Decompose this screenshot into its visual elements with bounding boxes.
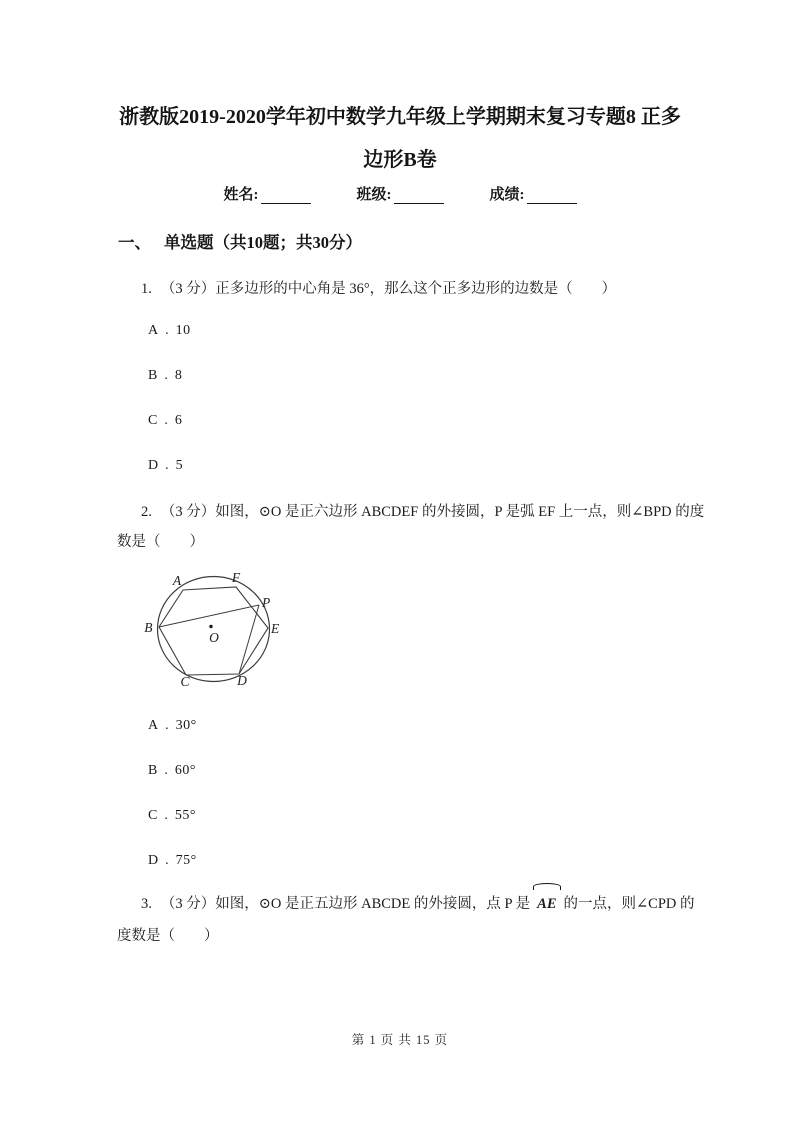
point-label-p: P	[262, 595, 271, 610]
option-letter: B	[148, 368, 158, 383]
vertex-label-f: F	[231, 570, 241, 585]
score-label: 成绩:	[489, 187, 525, 203]
vertex-label-d: D	[237, 673, 247, 688]
hexagon-circle-diagram	[140, 562, 290, 698]
option-letter: B	[148, 763, 158, 778]
segment-bp	[159, 605, 259, 627]
score-blank-line	[527, 188, 577, 204]
option-separator: .	[164, 763, 168, 778]
option-letter: D	[148, 853, 159, 868]
center-point-dot	[209, 625, 212, 628]
option-separator: .	[165, 323, 169, 338]
class-field	[357, 183, 444, 204]
question-1-option-d	[148, 458, 183, 474]
title-line-2: 边形B卷	[363, 149, 437, 171]
section-heading	[118, 229, 362, 253]
vertex-label-c: C	[180, 674, 190, 689]
option-separator: .	[165, 853, 169, 868]
question-3-line-2: 度数是（ ）	[117, 928, 219, 944]
question-1-number: 1.	[141, 281, 152, 297]
name-field	[224, 183, 311, 204]
vertex-label-a: A	[172, 573, 182, 588]
question-1-option-c	[148, 413, 182, 429]
score-field	[490, 183, 577, 204]
question-1-text: （3 分）正多边形的中心角是 36°，那么这个正多边形的边数是（ ）	[160, 281, 617, 297]
class-label: 班级:	[356, 187, 392, 203]
option-separator: .	[165, 458, 169, 473]
option-separator: .	[165, 718, 169, 733]
option-value: 6	[174, 413, 183, 428]
question-1-option-a	[148, 323, 191, 339]
question-3-number: 3.	[141, 896, 152, 912]
question-2-figure	[140, 562, 290, 698]
question-3-line-1	[117, 888, 709, 920]
question-2-line-1	[117, 497, 709, 527]
vertex-label-e: E	[271, 621, 280, 636]
question-3-text-before-arc: （3 分）如图，⊙O 是正五边形 ABCDE 的外接圆，点 P 是	[160, 896, 531, 912]
option-value: 10	[175, 323, 191, 338]
arc-ae-symbol: AE	[534, 888, 559, 920]
page-number-text: 第 1 页 共 15 页	[351, 1033, 449, 1047]
option-value: 75°	[175, 853, 197, 868]
question-2-line-2: 数是（ ）	[117, 534, 204, 550]
circumscribed-circle	[158, 577, 270, 682]
option-separator: .	[164, 368, 168, 383]
title-line-1: 浙教版2019-2020学年初中数学九年级上学期期末复习专题8 正多	[119, 106, 681, 128]
class-blank-line	[394, 188, 444, 204]
question-1-option-b	[148, 368, 182, 384]
option-value: 60°	[174, 763, 196, 778]
question-2-option-d	[148, 853, 197, 869]
question-2	[117, 497, 709, 557]
section-title: 单选题（共10题；共30分）	[164, 233, 362, 252]
question-2-number: 2.	[141, 504, 152, 520]
option-letter: C	[148, 808, 158, 823]
question-2-text-line1: （3 分）如图，⊙O 是正六边形 ABCDEF 的外接圆，P 是弧 EF 上一点，则∠BPD 的度	[160, 504, 705, 520]
question-3	[117, 888, 709, 952]
option-value: 8	[174, 368, 183, 383]
option-letter: A	[148, 323, 159, 338]
document-title	[0, 96, 800, 182]
name-blank-line	[261, 188, 311, 204]
question-2-option-b	[148, 763, 196, 779]
section-number: 一、	[118, 233, 151, 252]
option-letter: A	[148, 718, 159, 733]
question-2-option-a	[148, 718, 197, 734]
option-letter: D	[148, 458, 159, 473]
vertex-label-b: B	[144, 620, 153, 635]
option-value: 30°	[175, 718, 197, 733]
option-letter: C	[148, 413, 158, 428]
question-3-text-after-arc: 的一点，则∠CPD 的	[563, 896, 695, 912]
name-label: 姓名:	[223, 187, 259, 203]
option-value: 5	[175, 458, 184, 473]
center-label-o: O	[209, 630, 219, 645]
question-2-option-c	[148, 808, 196, 824]
option-value: 55°	[174, 808, 196, 823]
student-info-row	[0, 183, 800, 204]
option-separator: .	[164, 808, 168, 823]
option-separator: .	[164, 413, 168, 428]
page-footer	[0, 1030, 800, 1048]
question-1	[117, 277, 709, 298]
